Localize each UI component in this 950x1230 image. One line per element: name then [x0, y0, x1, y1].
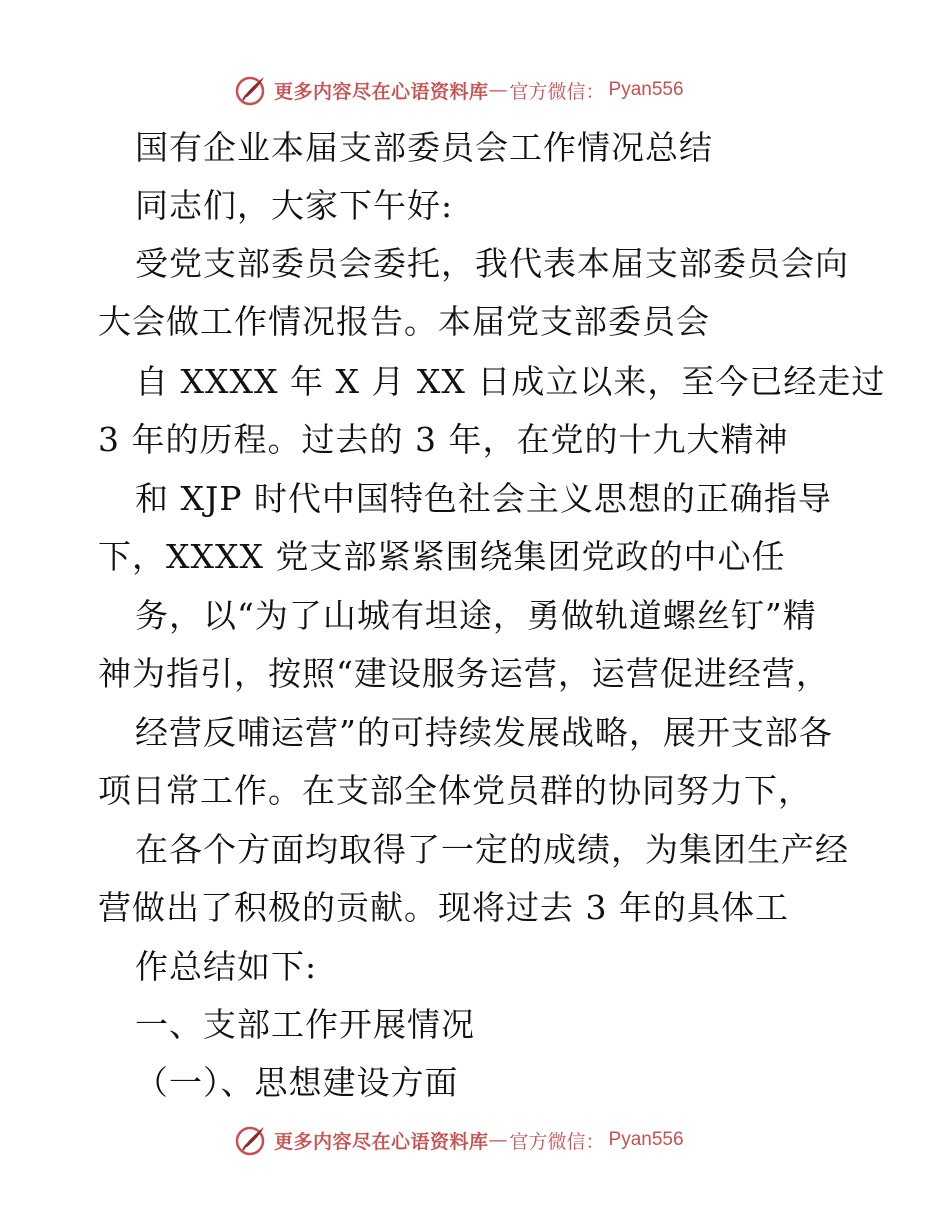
- document-title: 国有企业本届支部委员会工作情况总结: [135, 128, 713, 167]
- banner-wechat-id: Pyan556: [608, 79, 684, 100]
- paragraph-line: 下，XXXX 党支部紧紧围绕集团党政的中心任: [98, 537, 786, 576]
- subsection-heading: （一）、思想建设方面: [135, 1063, 459, 1102]
- header-banner: [234, 72, 684, 108]
- banner-wechat-label: 官方微信：: [509, 80, 605, 103]
- paragraph-line: 和 XJP 时代中国特色社会主义思想的正确指导: [135, 479, 832, 518]
- quill-circle-icon: [234, 1123, 268, 1157]
- paragraph-line: 大会做工作情况报告。本届党支部委员会: [98, 302, 710, 341]
- banner-wechat-id: Pyan556: [608, 1129, 684, 1150]
- paragraph-line: 神为指引，按照“建设服务运营，运营促进经营，: [98, 654, 830, 693]
- footer-banner: [234, 1122, 684, 1158]
- paragraph-line: 作总结如下:: [135, 947, 318, 986]
- paragraph-line: 3 年的历程。过去的 3 年，在党的十九大精神: [98, 420, 789, 459]
- banner-separator: —: [488, 1129, 508, 1151]
- paragraph-line: 同志们，大家下午好:: [135, 186, 454, 225]
- paragraph-line: 自 XXXX 年 X 月 XX 日成立以来，至今已经走过: [135, 362, 886, 401]
- banner-wechat-label: 官方微信：: [509, 1130, 605, 1153]
- paragraph-line: 经营反哺运营”的可持续发展战略，展开支部各: [135, 713, 833, 752]
- banner-separator: —: [488, 79, 508, 101]
- banner-main-text: 更多内容尽在心语资料库: [274, 1130, 489, 1153]
- paragraph-line: 项日常工作。在支部全体党员群的协同努力下，: [98, 771, 812, 810]
- paragraph-line: 营做出了积极的贡献。现将过去 3 年的具体工: [98, 888, 789, 927]
- paragraph-line: 受党支部委员会委托，我代表本届支部委员会向: [135, 244, 849, 283]
- section-heading: 一、支部工作开展情况: [135, 1005, 475, 1044]
- banner-main-text: 更多内容尽在心语资料库: [274, 80, 489, 103]
- paragraph-line: 务，以“为了山城有坦途，勇做轨道螺丝钉”精: [135, 596, 817, 635]
- quill-circle-icon: [234, 73, 268, 107]
- paragraph-line: 在各个方面均取得了一定的成绩，为集团生产经: [135, 830, 849, 869]
